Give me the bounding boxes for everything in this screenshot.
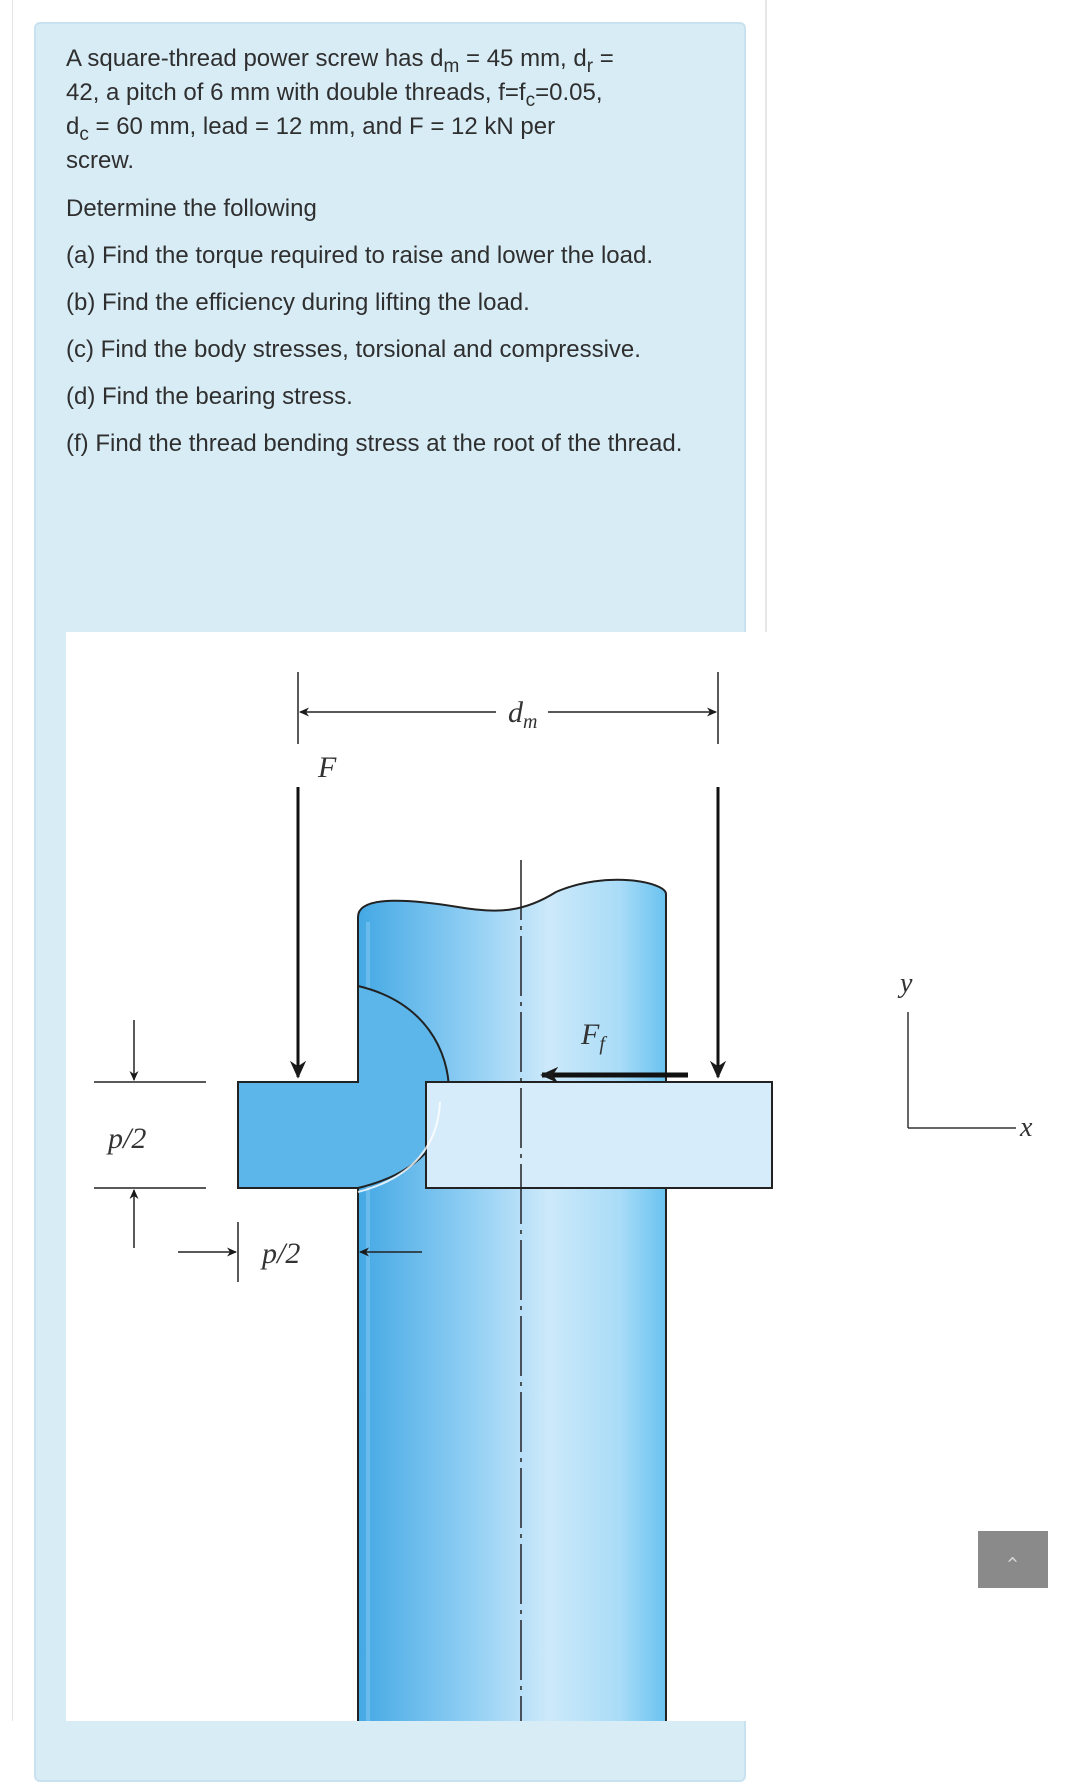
right-border-line	[765, 0, 767, 632]
dm-dimension	[298, 672, 718, 744]
scroll-to-top-button[interactable]	[978, 1531, 1048, 1588]
dm-label: d	[508, 696, 523, 729]
power-screw-figure	[66, 632, 1080, 1721]
ff-label: F	[581, 1018, 600, 1051]
problem-statement	[66, 42, 686, 178]
statement-text: A square-thread power screw has d	[66, 45, 444, 72]
part-c: (c) Find the body stresses, torsional and compressive.	[66, 336, 641, 363]
statement-text: = 45 mm, d	[459, 45, 587, 72]
left-border-line	[12, 0, 13, 1721]
screw-diagram	[66, 632, 1080, 1721]
dm-label-subscript: m	[523, 711, 538, 733]
statement-text: d	[66, 113, 80, 140]
part-b: (b) Find the efficiency during lifting the load.	[66, 289, 530, 316]
thread-section	[426, 1082, 772, 1188]
ff-label-subscript: f	[599, 1033, 605, 1055]
coordinate-axes	[897, 968, 1033, 1143]
subscript: r	[586, 56, 594, 77]
part-d: (d) Find the bearing stress.	[66, 383, 353, 410]
p2-left-label: p/2	[108, 1122, 147, 1155]
y-axis-label: y	[900, 968, 913, 999]
x-axis-label: x	[1020, 1112, 1033, 1143]
statement-text: =	[593, 45, 614, 72]
chevron-up-icon: ‹	[1001, 1555, 1026, 1564]
force-label-top: F	[318, 751, 337, 784]
part-f: (f) Find the thread bending stress at the root of the thread.	[66, 430, 683, 457]
subscript: m	[443, 56, 460, 77]
subscript: c	[79, 124, 89, 145]
statement-text: screw.	[66, 147, 135, 174]
question-text	[66, 42, 686, 474]
p2-left-dimension	[94, 1020, 206, 1248]
statement-text: =0.05,	[535, 79, 603, 106]
statement-text: 42, a pitch of 6 mm with double threads, f=f	[66, 79, 526, 106]
p2-bottom-label: p/2	[262, 1237, 301, 1270]
statement-text: = 60 mm, lead = 12 mm, and F = 12 kN per	[88, 113, 556, 140]
nut-block	[238, 986, 449, 1188]
determine-heading: Determine the following	[66, 195, 317, 222]
svg-text:dm	[508, 696, 537, 733]
subscript: c	[525, 90, 536, 111]
part-a: (a) Find the torque required to raise and lower the load.	[66, 242, 654, 269]
